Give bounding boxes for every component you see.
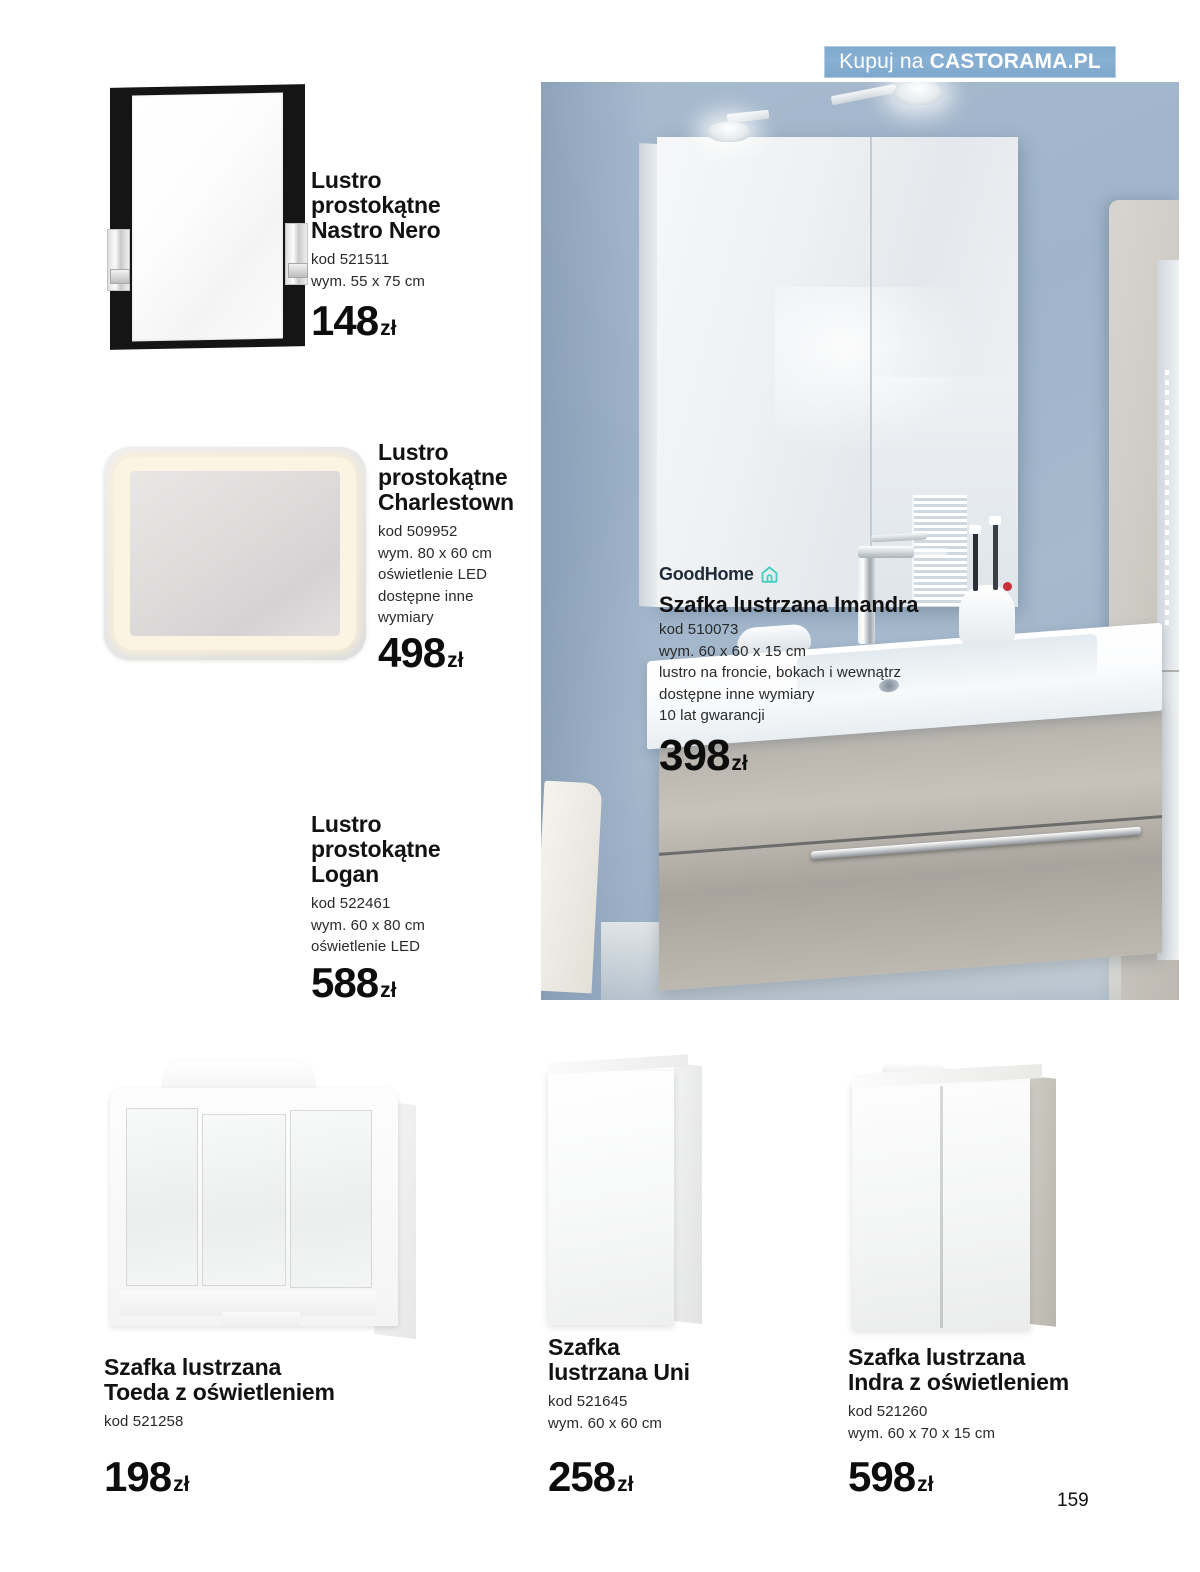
mirror-highlight [775, 287, 975, 457]
price-value: 398 [659, 731, 730, 780]
hero-product-code: kod 510073 [659, 621, 739, 638]
cabinet-mirror-front [548, 1071, 674, 1325]
product-title [548, 1335, 748, 1385]
product-dimensions: wym. 60 x 70 x 15 cm [848, 1424, 996, 1442]
product-title-line: Nastro Nero [311, 217, 441, 243]
column-led-strip [1165, 370, 1169, 630]
product-price-logan [311, 959, 397, 1012]
hero-product-feature: 10 lat gwarancji [659, 707, 765, 724]
product-title-line: Logan [311, 861, 379, 887]
product-info-indra [848, 1345, 1098, 1444]
product-dimensions: wym. 60 x 80 cm [311, 916, 426, 934]
product-title [848, 1345, 1098, 1395]
product-image-nastro-nero [110, 86, 305, 348]
product-price-charlestown [378, 629, 464, 682]
mirror-door [202, 1114, 286, 1286]
product-image-indra [848, 1062, 1060, 1332]
cosmetic-item [1003, 582, 1012, 591]
toothbrush-head [989, 516, 1001, 525]
product-feature: oświetlenie LED [311, 938, 421, 955]
product-code: kod 521258 [104, 1413, 184, 1430]
product-code: kod 521645 [548, 1393, 628, 1410]
product-info-uni [548, 1335, 748, 1434]
product-feature: oświetlenie LED [378, 566, 488, 583]
product-title [311, 812, 526, 887]
product-title-line: Lustro [311, 167, 382, 193]
promo-banner-text [839, 50, 1101, 74]
product-dimensions: wym. 60 x 60 cm [548, 1414, 663, 1432]
mirror-glass [130, 471, 340, 636]
hero-product-feature: dostępne inne wymiary [659, 685, 815, 703]
product-price-toeda [104, 1453, 190, 1506]
product-info-logan [311, 812, 526, 958]
price-currency: zł [447, 649, 464, 672]
product-title-line: Lustro [311, 811, 382, 837]
price-currency: zł [731, 752, 748, 775]
price-value: 598 [848, 1453, 916, 1500]
price-currency: zł [380, 979, 397, 1002]
hero-product-info [659, 564, 989, 727]
product-title-line: lustrzana Uni [548, 1359, 690, 1385]
goodhome-brand-name: GoodHome [659, 564, 754, 584]
product-title [378, 440, 553, 515]
price-currency: zł [173, 1473, 190, 1496]
page-number: 159 [1057, 1490, 1089, 1511]
price-value: 148 [311, 297, 379, 344]
cabinet-door-split [940, 1086, 943, 1328]
cabinet-side-panel [1030, 1076, 1056, 1327]
product-info-charlestown [378, 440, 553, 629]
product-info-toeda [104, 1355, 404, 1433]
price-value: 258 [548, 1453, 616, 1500]
product-info-nastro-nero [311, 168, 541, 292]
price-currency: zł [380, 317, 397, 340]
product-feature: wymiary [378, 609, 434, 626]
price-currency: zł [617, 1473, 634, 1496]
product-dimensions: wym. 80 x 60 cm [378, 544, 493, 562]
mirror-clip-right [285, 223, 308, 285]
price-value: 198 [104, 1453, 172, 1500]
mirror-glass [132, 93, 283, 342]
hero-product-dimensions: wym. 60 x 60 x 15 cm [659, 642, 807, 660]
hero-bathroom-photo [541, 82, 1179, 1000]
price-value: 588 [311, 959, 379, 1006]
product-image-charlestown [104, 447, 366, 660]
toothbrush-head [969, 525, 981, 534]
price-currency: zł [917, 1473, 934, 1496]
product-price-nastro-nero [311, 297, 397, 350]
goodhome-logo [659, 564, 989, 585]
product-title-line: prostokątne [378, 464, 508, 490]
cabinet-side-panel [674, 1063, 702, 1324]
product-code: kod 521511 [311, 251, 390, 268]
toothbrush [993, 520, 998, 590]
product-image-uni [548, 1063, 708, 1331]
faucet-spout [858, 546, 914, 558]
product-code: kod 522461 [311, 895, 391, 912]
promo-banner[interactable] [824, 46, 1116, 78]
mirror-clip-left [107, 229, 130, 291]
product-title-line: Szafka lustrzana [848, 1344, 1026, 1370]
product-price-uni [548, 1453, 634, 1506]
promo-banner-brand: CASTORAMA.PL [929, 50, 1101, 73]
promo-banner-prefix: Kupuj na [839, 50, 930, 73]
hero-product-feature: lustro na froncie, bokach i wewnątrz [659, 664, 902, 681]
product-title-line: Toeda z oświetleniem [104, 1379, 335, 1405]
cabinet-side-panel [639, 143, 657, 607]
cabinet-bottom-trim [222, 1312, 300, 1328]
product-title-line: Szafka [548, 1334, 620, 1360]
product-code: kod 509952 [378, 523, 458, 540]
product-dimensions: wym. 55 x 75 cm [311, 272, 426, 290]
product-title-line: Indra z oświetleniem [848, 1369, 1069, 1395]
product-title [311, 168, 541, 243]
mirror-door [126, 1108, 198, 1286]
product-code: kod 521260 [848, 1403, 928, 1420]
product-title-line: prostokątne [311, 192, 441, 218]
product-title-line: prostokątne [311, 836, 441, 862]
product-image-toeda [104, 1060, 426, 1332]
price-value: 498 [378, 629, 446, 676]
mirror-cabinet [657, 137, 1018, 607]
product-title-line: Charlestown [378, 489, 514, 515]
mirror-door [290, 1110, 372, 1288]
lamp-head [893, 82, 943, 105]
product-feature: dostępne inne [378, 587, 474, 605]
product-title [104, 1355, 404, 1405]
house-icon [760, 565, 779, 584]
product-title-line: Szafka lustrzana [104, 1354, 282, 1380]
product-title-line: Lustro [378, 439, 449, 465]
hero-product-price [659, 731, 748, 785]
lamp-head [707, 122, 751, 142]
product-price-indra [848, 1453, 934, 1506]
hero-product-title: Szafka lustrzana Imandra [659, 592, 919, 617]
